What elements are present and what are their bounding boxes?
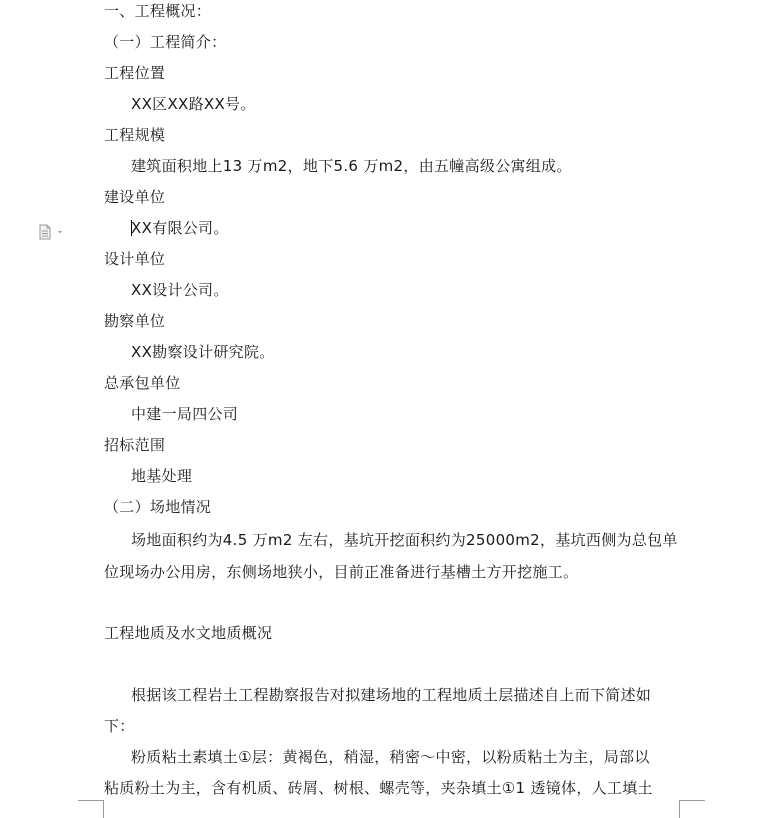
label-developer: 建设单位 [104, 188, 166, 206]
label-bid-scope: 招标范围 [104, 436, 166, 454]
value-survey: XX勘察设计研究院。 [131, 343, 275, 361]
heading-project-overview: 一、工程概况： [104, 2, 212, 20]
soil-paragraph-line-1: 粉质粘土素填土①层：黄褐色，稍湿，稍密～中密，以粉质粘土为主，局部以 [131, 748, 650, 766]
value-location: XX区XX路XX号。 [131, 95, 256, 113]
value-developer[interactable] [131, 218, 229, 238]
document-options-icon[interactable] [38, 224, 66, 240]
crop-mark-bottom-left [78, 800, 104, 818]
value-scale: 建筑面积地上13 万m2，地下5.6 万m2，由五幢高级公寓组成。 [131, 157, 572, 175]
value-contractor: 中建一局四公司 [131, 405, 239, 423]
label-designer: 设计单位 [104, 250, 166, 268]
value-developer-text: XX有限公司。 [131, 219, 229, 237]
geology-paragraph-line-1: 根据该工程岩土工程勘察报告对拟建场地的工程地质土层描述自上而下简述如 [131, 686, 652, 704]
soil-paragraph-line-2: 粘质粉土为主，含有机质、砖屑、树根、螺壳等，夹杂填土①1 透镜体，人工填土 [104, 779, 653, 797]
site-paragraph-line-2: 位现场办公用房，东侧场地狭小，目前正准备进行基槽土方开挖施工。 [104, 563, 579, 581]
site-paragraph-line-1: 场地面积约为4.5 万m2 左右，基坑开挖面积约为25000m2，基坑西侧为总包单 [131, 531, 678, 549]
geology-paragraph-line-2: 下： [104, 717, 135, 735]
heading-project-intro: （一）工程简介： [104, 33, 227, 51]
label-location: 工程位置 [104, 64, 166, 82]
value-bid-scope: 地基处理 [131, 467, 193, 485]
label-scale: 工程规模 [104, 126, 166, 144]
label-contractor: 总承包单位 [104, 374, 181, 392]
heading-site-conditions: （二）场地情况 [104, 498, 212, 516]
crop-mark-bottom-right [679, 800, 705, 818]
value-designer: XX设计公司。 [131, 281, 229, 299]
heading-geology: 工程地质及水文地质概况 [104, 624, 273, 642]
label-survey: 勘察单位 [104, 312, 166, 330]
